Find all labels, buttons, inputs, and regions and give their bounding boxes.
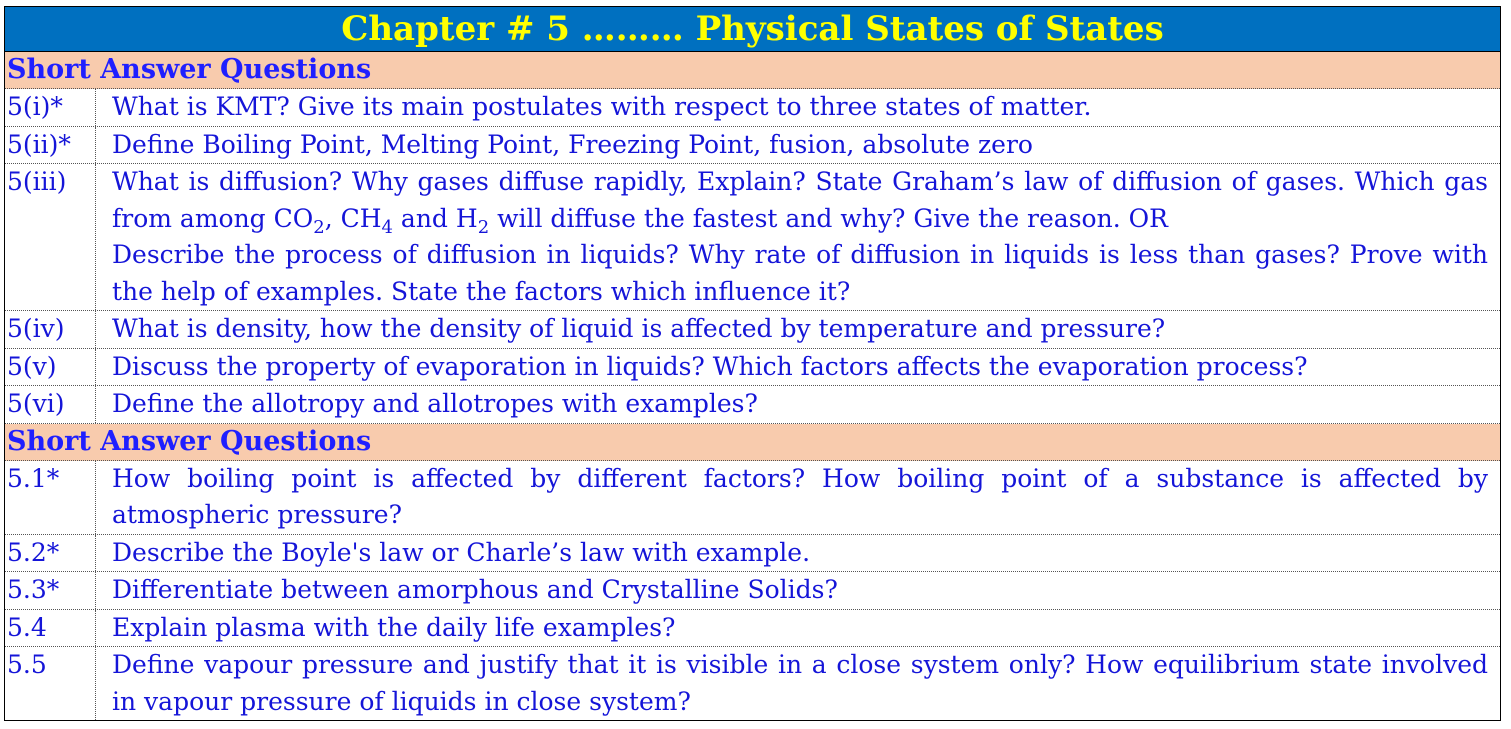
question-number: 5.4 <box>5 610 96 647</box>
question-text: Define the allotropy and allotropes with examples? <box>112 389 758 418</box>
question-row <box>5 127 1500 165</box>
question-number: 5(iv) <box>5 311 96 348</box>
question-text: Define Boiling Point, Melting Point, Freezing Point, fusion, absolute zero <box>112 129 1033 159</box>
question-row <box>5 572 1500 610</box>
question-row <box>5 647 1500 720</box>
question-number: 5.1* <box>5 461 96 534</box>
question-text: Discuss the property of evaporation in liquids? Which factors affects the evaporation process? <box>112 351 1308 381</box>
question-row <box>5 89 1500 127</box>
question-sheet <box>4 6 1501 721</box>
question-text: How boiling point is affected by different factors? How boiling point of a substance is affected by atmospheric pressure? <box>112 463 1488 529</box>
question-text: What is KMT? Give its main postulates with respect to three states of matter. <box>112 92 1092 121</box>
question-row <box>5 164 1500 311</box>
question-text: Describe the Boyle's law or Charle’s law with example. <box>112 537 811 567</box>
question-number: 5(v) <box>5 349 96 386</box>
question-number: 5.2* <box>5 535 96 572</box>
question-row <box>5 311 1500 349</box>
question-text: What is density, how the density of liquid is affected by temperature and pressure? <box>112 314 1166 343</box>
question-number: 5(i)* <box>5 89 96 126</box>
question-text: Explain plasma with the daily life examples? <box>112 612 676 642</box>
question-row <box>5 610 1500 648</box>
section-heading-2: Short Answer Questions <box>5 424 1500 461</box>
question-number: 5(iii) <box>5 164 96 310</box>
question-text: Define vapour pressure and justify that it is visible in a close system only? How equilibrium state involved in vapour pressure of liquids in close system? <box>112 650 1488 716</box>
question-number: 5.3* <box>5 572 96 609</box>
question-row <box>5 535 1500 573</box>
question-text: What is diffusion? Why gases diffuse rapidly, Explain? State Graham’s law of diffusion of gases. Which gas from among $CO_2$, $CH_4$ and $H_2$ will diffuse the fastest and why? Give the reason. OR Describe the process of diffusion in liquids? Why rate of diffusion in liquids is less than gases? Prove with the help of examples. State the factors which influence it? <box>96 164 1500 310</box>
question-row <box>5 461 1500 535</box>
question-text: Differentiate between amorphous and Crystalline Solids? <box>112 575 838 604</box>
question-number: 5.5 <box>5 647 96 720</box>
question-row <box>5 386 1500 424</box>
question-number: 5(ii)* <box>5 127 96 164</box>
question-text-continued: Describe the process of diffusion in liquids? Why rate of diffusion in liquids is less than gases? Prove with the help of examples. State the factors which influence it? <box>112 240 1488 306</box>
section-heading-1: Short Answer Questions <box>5 52 1500 89</box>
chapter-title: Chapter # 5 ……… Physical States of States <box>5 7 1500 52</box>
question-number: 5(vi) <box>5 386 96 423</box>
question-row <box>5 349 1500 387</box>
